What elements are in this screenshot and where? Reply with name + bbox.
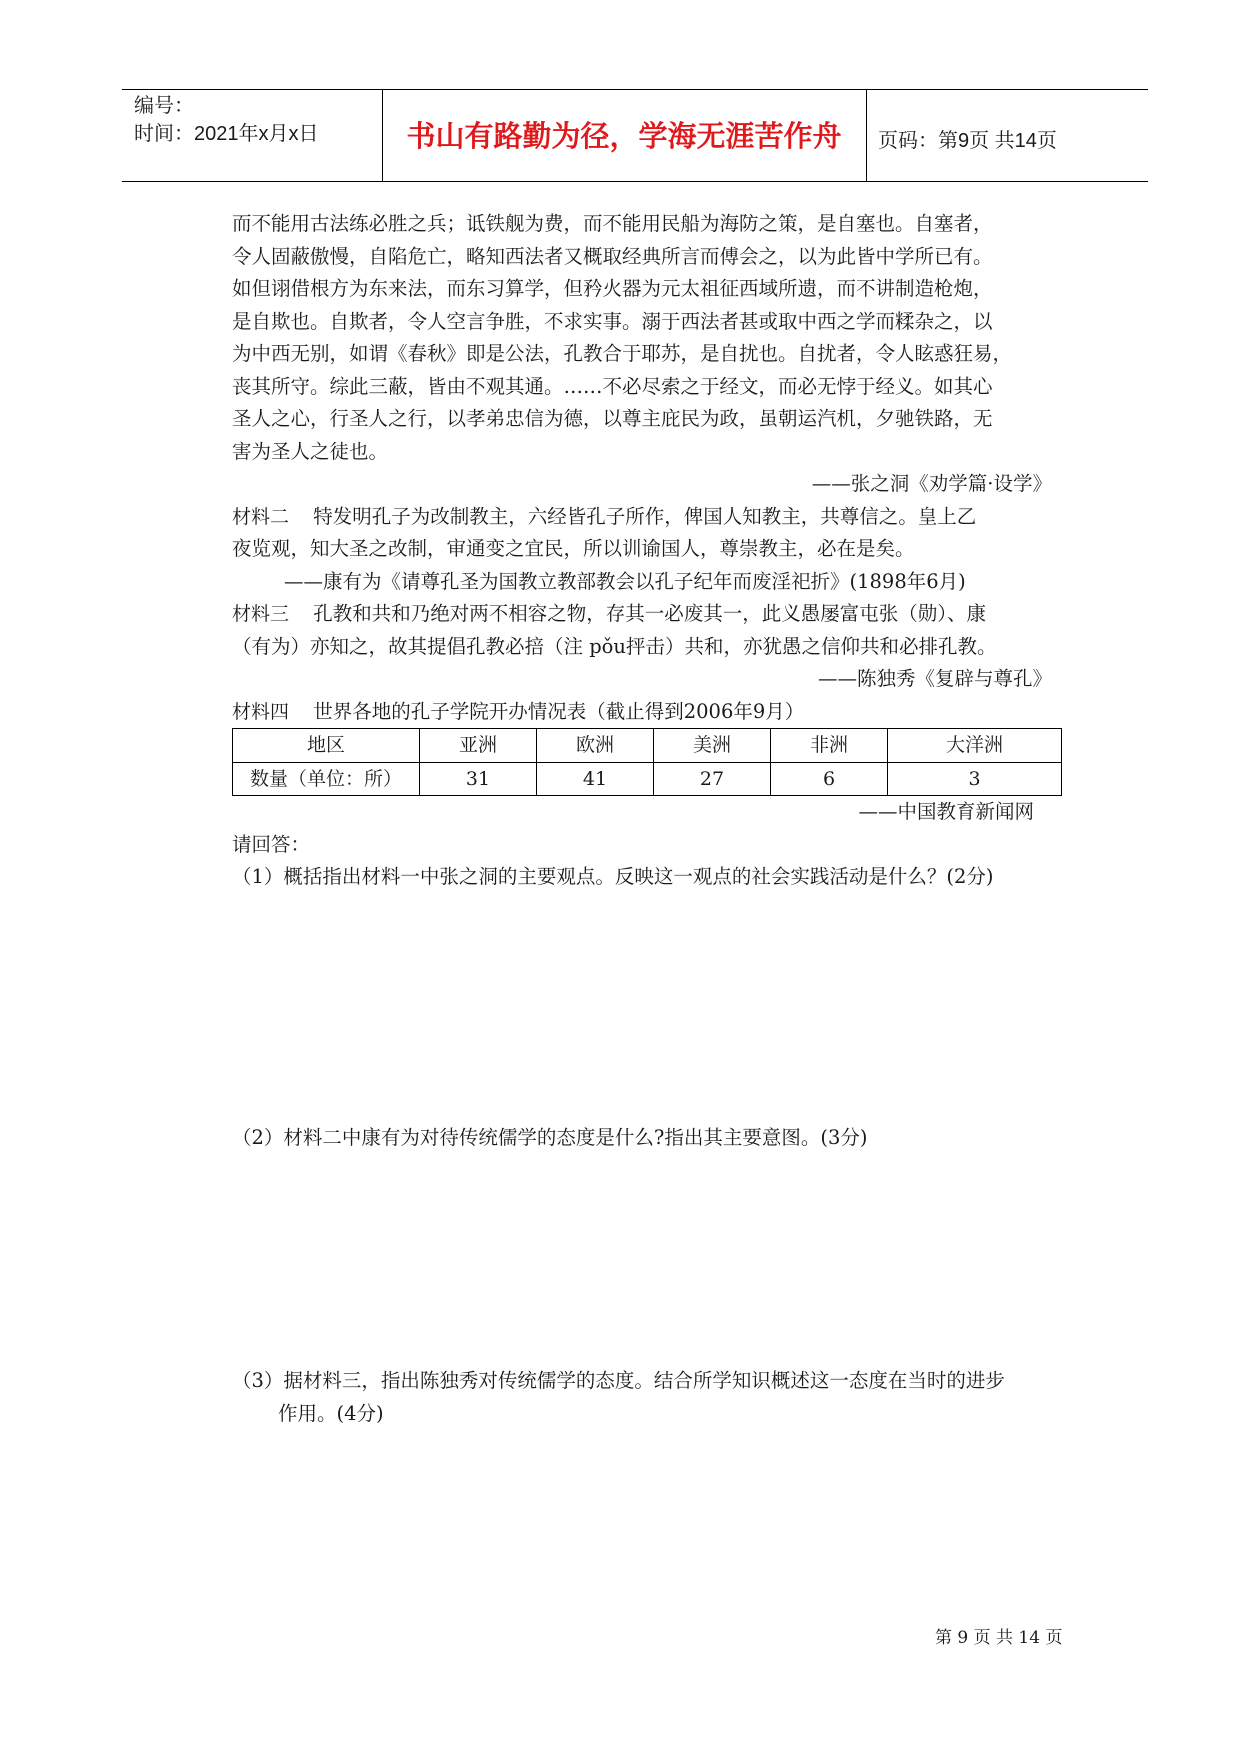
table-header-cell: 美洲: [654, 729, 771, 763]
header-divider-right: [866, 89, 867, 181]
material1-line: 为中西无别，如谓《春秋》即是公法，孔教合于耶苏，是自扰也。自扰者，令人眩惑狂易，: [232, 342, 1013, 365]
material4-title-line: [232, 696, 1092, 729]
material3-line1: [232, 598, 1092, 631]
questions-prompt: 请回答：: [232, 832, 311, 856]
header-top-rule: [122, 89, 1148, 90]
answer-space-2: [232, 1154, 1092, 1365]
material3-line2: （有为）亦知之，故其提倡孔教必掊（注 pǒu抨击）共和，亦犹愚之信仰共和必排孔教。: [232, 634, 997, 658]
material3-label: 材料三: [232, 603, 290, 625]
material1-source: ——张之洞《劝学篇·设学》: [811, 472, 1052, 495]
material1-line: 而不能用古法练必胜之兵；诋铁舰为费，而不能用民船为海防之策，是自塞也。自塞者，: [232, 212, 993, 235]
header-page-info: 页码：第9页 共14页: [878, 130, 1057, 152]
material2-line1: [232, 501, 1092, 534]
table-cell: 6: [771, 762, 888, 796]
document-number-label: 编号：: [134, 95, 194, 117]
material2-text: 特发明孔子为改制教主，六经皆孔子所作，俾国人知教主，共尊信之。皇上乙: [313, 504, 977, 528]
material4-source: ——中国教育新闻网: [858, 800, 1034, 823]
table-row-label: 数量（单位：所）: [233, 762, 420, 796]
material2-source: ——康有为《请尊孔圣为国教立教部教会以孔子纪年而废淫祀折》(1898年6月): [284, 569, 966, 593]
answer-space-1: [232, 894, 1092, 1122]
page-footer: 第 9 页 共 14 页: [935, 1628, 1063, 1648]
material3-source: ——陈独秀《复辟与尊孔》: [817, 667, 1052, 690]
document-time-label: 时间：2021年x月x日: [134, 123, 319, 145]
table-header-cell: 非洲: [771, 729, 888, 763]
table-header-cell: 地区: [233, 729, 420, 763]
material1-line: 丧其所守。综此三蔽，皆由不观其通。……不必尽索之于经文，而必无悖于经义。如其心: [232, 374, 993, 398]
table-cell: 41: [537, 762, 654, 796]
document-body: [232, 208, 1092, 1430]
table-cell: 3: [888, 762, 1062, 796]
material2-line2: 夜览观，知大圣之改制，审通变之宜民，所以训谕国人，尊崇教主，必在是矣。: [232, 537, 915, 560]
material3-text: 孔教和共和乃绝对两不相容之物，存其一必废其一，此义愚屡富屯张（勋）、康: [313, 602, 986, 625]
table-cell: 27: [654, 762, 771, 796]
material1-text: [232, 208, 1092, 468]
material1-line: 害为圣人之徒也。: [232, 439, 389, 463]
question-3-line2: 作用。(4分): [278, 1401, 384, 1425]
material1-line: 圣人之心，行圣人之行，以孝弟忠信为德，以尊主庇民为政，虽朝运汽机，夕驰铁路，无: [232, 407, 993, 430]
table-header-cell: 亚洲: [420, 729, 537, 763]
question-3-line1: （3）据材料三，指出陈独秀对传统儒学的态度。结合所学知识概述这一态度在当时的进步: [232, 1369, 1005, 1392]
header-meta: [134, 92, 319, 148]
material1-line: 令人固蔽傲慢，自陷危亡，略知西法者又概取经典所言而傅会之，以为此皆中学所已有。: [232, 244, 993, 268]
header-motto: 书山有路勤为径，学海无涯苦作舟: [406, 119, 842, 153]
table-header-row: [233, 729, 1062, 763]
table-header-cell: 大洋洲: [888, 729, 1062, 763]
confucius-institute-table: [232, 728, 1062, 796]
material4-title: 世界各地的孔子学院开办情况表（截止得到2006年9月）: [313, 699, 805, 723]
material1-line: 是自欺也。自欺者，令人空言争胜，不求实事。溺于西法者甚或取中西之学而糅杂之，以: [232, 309, 993, 333]
table-header-cell: 欧洲: [537, 729, 654, 763]
material1-line: 如但诩借根方为东来法，而东习算学，但矜火器为元太祖征西域所遗，而不讲制造枪炮，: [232, 277, 993, 300]
question-1: （1）概括指出材料一中张之洞的主要观点。反映这一观点的社会实践活动是什么？(2分): [232, 865, 994, 888]
header-bottom-rule: [122, 181, 1148, 182]
table-cell: 31: [420, 762, 537, 796]
question-2: （2）材料二中康有为对待传统儒学的态度是什么?指出其主要意图。(3分): [232, 1125, 868, 1149]
material4-label: 材料四: [232, 700, 290, 723]
table-row: [233, 762, 1062, 796]
material2-label: 材料二: [232, 505, 290, 528]
